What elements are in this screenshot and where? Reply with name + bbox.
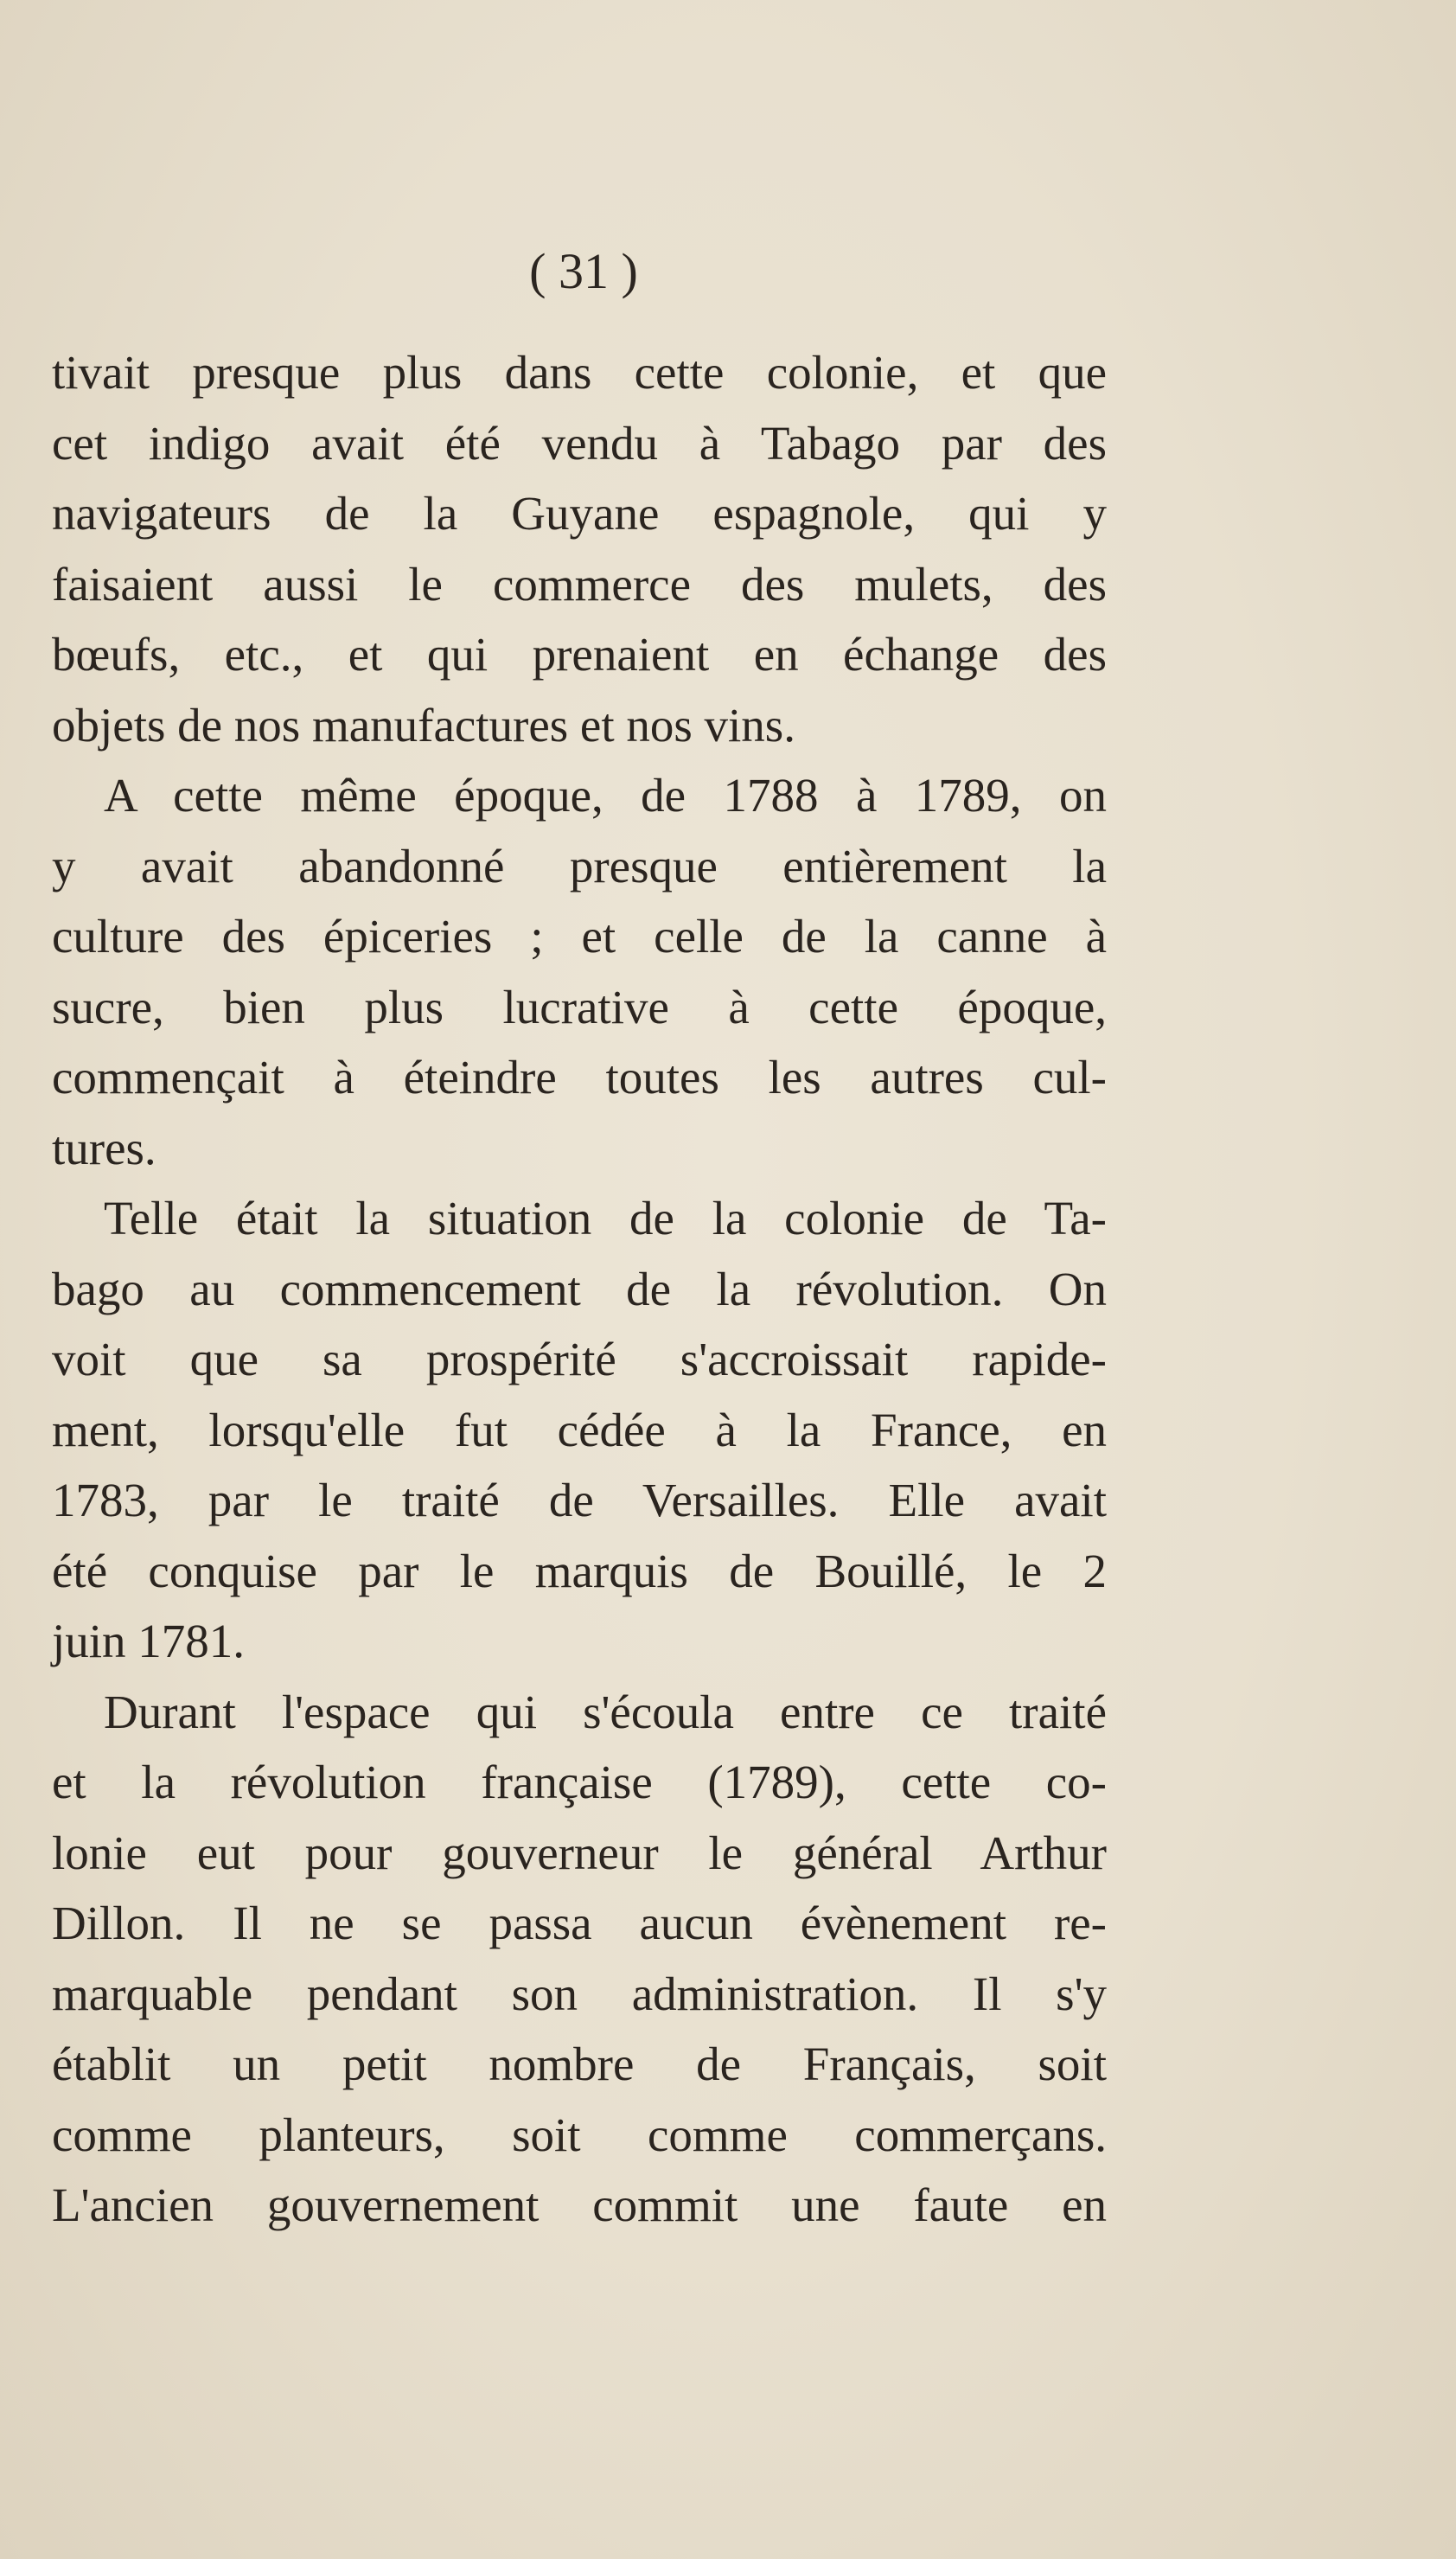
text-line: 1783, par le traité de Versailles. Elle avait [52, 1474, 1107, 1526]
text-line: tures. [52, 1121, 156, 1174]
text-line: bago au commencement de la révolution. On [52, 1262, 1107, 1315]
body-text [52, 337, 1107, 2241]
text-line: commençait à éteindre toutes les autres cul- [52, 1051, 1107, 1104]
text-line: navigateurs de la Guyane espagnole, qui y [52, 487, 1107, 540]
text-line: Dillon. Il ne se passa aucun évènement re- [52, 1897, 1107, 1949]
text-line: L'ancien gouvernement commit une faute en [52, 2178, 1107, 2231]
text-line: Telle était la situation de la colonie de Ta- [104, 1192, 1107, 1244]
text-line: cet indigo avait été vendu à Tabago par des [52, 416, 1107, 470]
text-line: établit un petit nombre de Français, soit [52, 2038, 1107, 2090]
text-line: tivait presque plus dans cette colonie, et que [52, 346, 1107, 399]
text-line: faisaient aussi le commerce des mulets, des [52, 557, 1107, 611]
text-line: bœufs, etc., et qui prenaient en échange des [52, 628, 1107, 681]
text-line: voit que sa prospérité s'accroissait rapide- [52, 1333, 1107, 1385]
text-line: et la révolution française (1789), cette co- [52, 1756, 1107, 1808]
text-line: marquable pendant son administration. Il s'y [52, 1967, 1107, 2020]
text-line: culture des épiceries ; et celle de la canne à [52, 910, 1107, 963]
text-line: Durant l'espace qui s'écoula entre ce traité [104, 1685, 1107, 1738]
page-number: ( 31 ) [529, 243, 638, 299]
text-line: sucre, bien plus lucrative à cette époque, [52, 980, 1107, 1033]
text-line: ment, lorsqu'elle fut cédée à la France, en [52, 1403, 1107, 1456]
text-line: y avait abandonné presque entièrement la [52, 839, 1107, 892]
text-line: juin 1781. [52, 1615, 246, 1667]
text-line: objets de nos manufactures et nos vins. [52, 698, 795, 752]
text-line: lonie eut pour gouverneur le général Arthur [52, 1826, 1107, 1879]
text-line: comme planteurs, soit comme commerçans. [52, 2108, 1107, 2161]
text-line: A cette même époque, de 1788 à 1789, on [104, 769, 1107, 822]
text-line: été conquise par le marquis de Bouillé, le 2 [52, 1544, 1107, 1597]
